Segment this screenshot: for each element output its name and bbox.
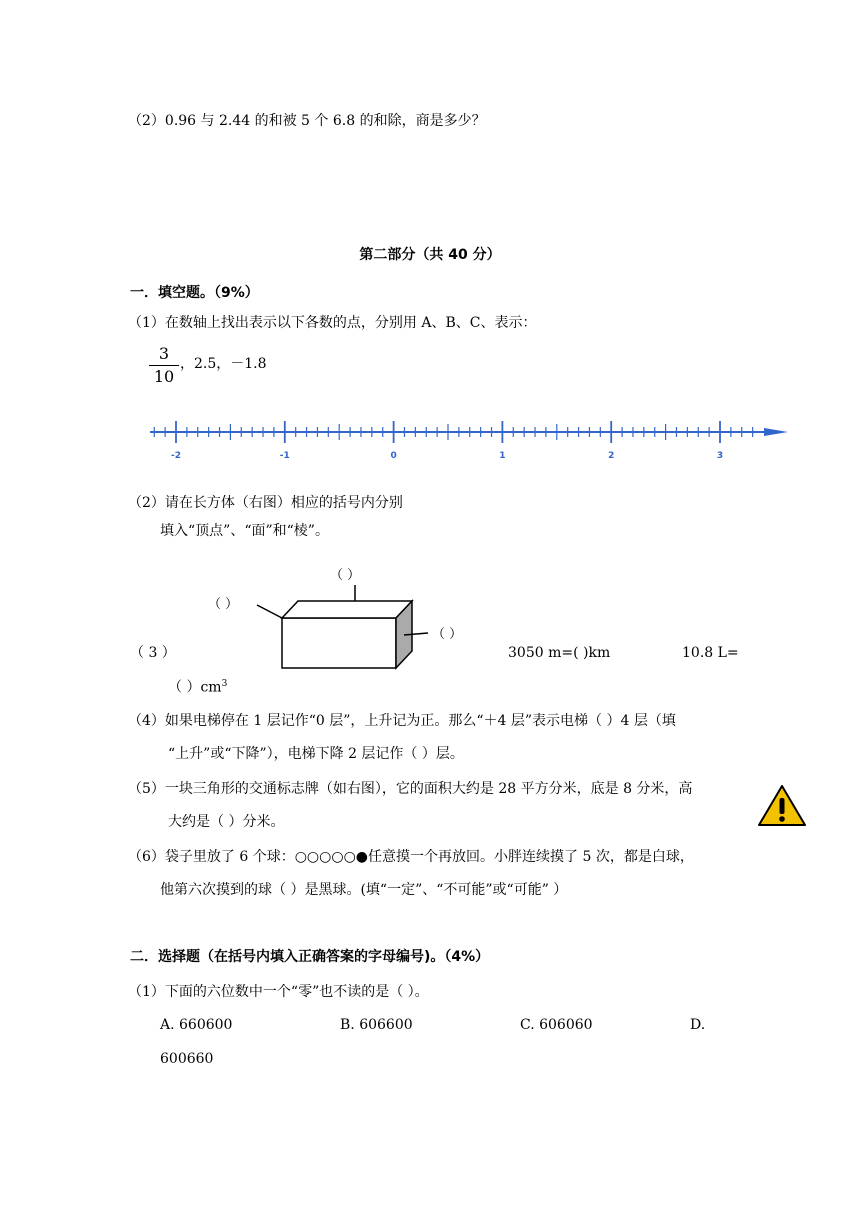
section-two-title: 二．选择题（在括号内填入正确答案的字母编号)。（4%） (130, 949, 490, 965)
option-c: C. 606060 (520, 1017, 593, 1033)
q6-line2: 他第六次摸到的球（ ）是黑球。(填“一定”、“不可能”或“可能” ） (160, 882, 568, 898)
cuboid-bracket-right: （ ） (432, 627, 463, 642)
q4-line2: “上升”或“下降”），电梯下降 2 层记作（ ）层。 (168, 746, 464, 762)
cuboid-diagram (0, 580, 860, 680)
cuboid-front-face (282, 618, 396, 668)
q2-line1: （2）请在长方体（右图）相应的括号内分别 (128, 495, 403, 511)
option-d-value: 600660 (160, 1051, 214, 1067)
number-line-labels (171, 451, 723, 461)
warning-sign-icon (756, 783, 808, 829)
pointer-line-left (257, 605, 282, 618)
q1-text: （1）在数轴上找出表示以下各数的点，分别用 A、B、C、表示： (128, 315, 537, 331)
question-prev-2: （2）0.96 与 2.44 的和被 5 个 6.8 的和除，商是多少？ (128, 113, 486, 129)
number-line-label: 3 (716, 451, 724, 461)
q3-label: （ 3 ） (130, 645, 176, 661)
number-line-label: 1 (499, 451, 506, 461)
option-b: B. 606600 (340, 1017, 413, 1033)
fraction-three-tenths (147, 345, 181, 386)
q3-cubic-superscript: 3 (221, 679, 228, 689)
section-one-title: 一．填空题。（9%） (130, 285, 259, 301)
cuboid-bracket-top: （ ） (330, 568, 361, 583)
number-line-label: -1 (279, 451, 290, 461)
q5-line2: 大约是（ ）分米。 (168, 814, 285, 830)
cuboid-bracket-left: （ ） (208, 597, 239, 612)
fraction-denominator: 10 (153, 367, 175, 386)
option-d: D. (690, 1017, 706, 1033)
q1-values: ，2.5，－1.8 (180, 356, 267, 372)
q4-line1: （4）如果电梯停在 1 层记作“0 层”，上升记为正。那么“＋4 层”表示电梯（ ）4 层（填 (128, 713, 676, 729)
q5-line1: （5）一块三角形的交通标志牌（如右图），它的面积大约是 28 平方分米，底是 8 分米，高 (128, 781, 693, 797)
q2-line2: 填入“顶点”、“面”和“棱”。 (160, 523, 329, 539)
number-line-arrow-icon (764, 428, 788, 436)
option-a: A. 660600 (160, 1017, 233, 1033)
number-line-label: 0 (390, 451, 397, 461)
s2-q1-text: （1）下面的六位数中一个“零”也不读的是（ ）。 (128, 984, 429, 1000)
part-two-title: 第二部分（共 40 分） (359, 247, 501, 263)
fraction-bar (149, 365, 179, 366)
fraction-numerator: 3 (158, 344, 170, 363)
number-line-label: -2 (171, 451, 181, 461)
number-line-label: 2 (608, 451, 615, 461)
number-line (0, 410, 860, 470)
q3-litre-conversion: 10.8 L= (682, 645, 739, 661)
q3-cm-text: （ ）cm (168, 679, 222, 696)
cuboid-top-face (282, 601, 412, 618)
q6-line1: （6）袋子里放了 6 个球：○○○○○●任意摸一个再放回。小胖连续摸了 5 次，都是白球， (128, 849, 694, 865)
q3-km-conversion: 3050 m=( )km (508, 645, 611, 661)
q3-line2 (168, 680, 227, 695)
